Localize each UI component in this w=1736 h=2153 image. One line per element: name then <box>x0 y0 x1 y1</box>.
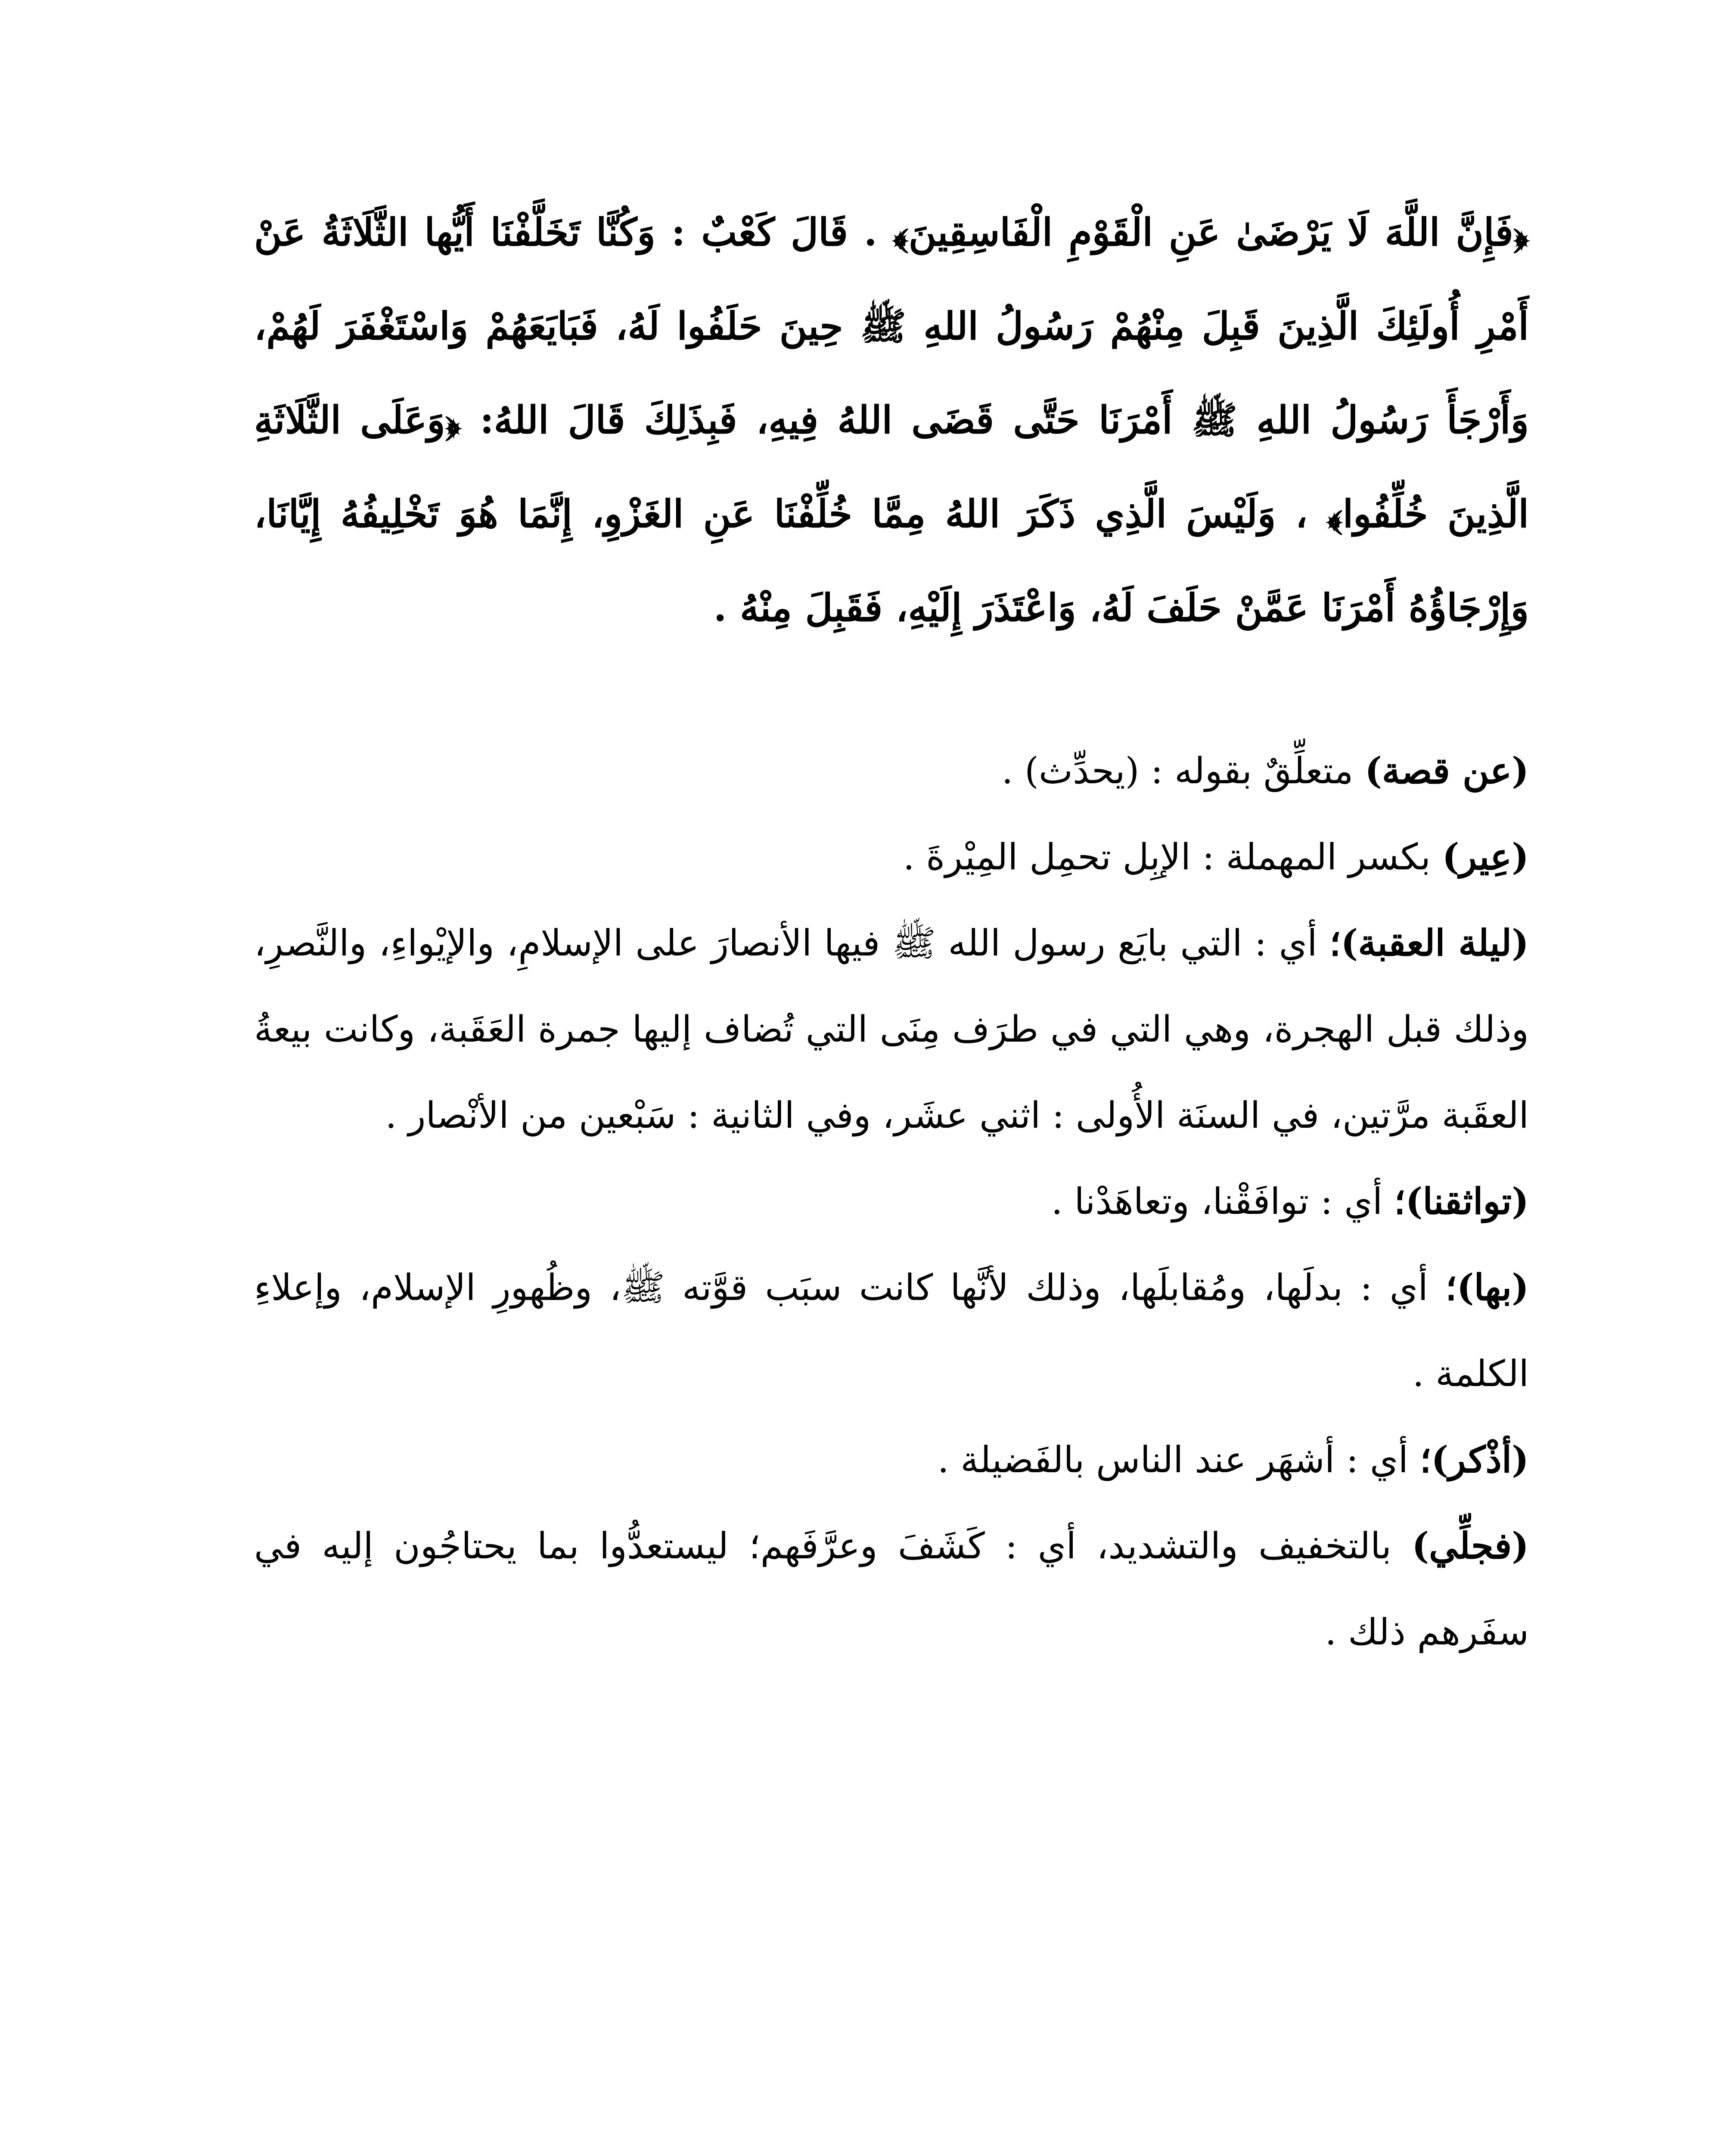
note-term: (عِير) <box>1442 835 1529 878</box>
note-text: متعلِّقٌ بقوله : (يحدِّث) . <box>1001 750 1365 792</box>
note-tawathaqna <box>254 1158 1529 1244</box>
note-term: (عن قصة) <box>1365 749 1529 792</box>
note-text: أي : توافَقْنا، وتعاهَدْنا . <box>1051 1180 1394 1222</box>
note-text: أي : أشهَر عند الناس بالفَضيلة . <box>937 1439 1420 1481</box>
note-term: (بها)؛ <box>1445 1266 1529 1309</box>
note-term: (فجلِّي) <box>1412 1524 1529 1567</box>
note-text: بكسر المهملة : الإبِل تحمِل المِيْرةَ . <box>903 836 1442 878</box>
note-text: أي : بدلَها، ومُقابلَها، وذلك لأنَّها كانت سبَب قوَّته ﷺ، وظُهورِ الإسلام، وإعلاءِ الكلمة . <box>254 1266 1529 1395</box>
note-text: بالتخفيف والتشديد، أي : كَشَفَ وعرَّفَهم؛ ليستعدُّوا بما يحتاجُون إليه في سفَرهم ذلك . <box>254 1525 1529 1653</box>
note-text: أي : التي بايَع رسول الله ﷺ فيها الأنصارَ على الإسلامِ، والإيْواءِ، والنَّصرِ، وذلك قبل الهجرة، وهي التي في طرَف مِنَى التي تُضاف إليها جمرة العَقَبة، وكانت بيعةُ العقَبة مرَّتين، في السنَة الأُولى : اثني عشَر، وفي الثانية : سَبْعين من الأنْصار . <box>254 922 1529 1136</box>
note-term: (أذْكر)؛ <box>1419 1438 1529 1481</box>
note-eer <box>254 814 1529 900</box>
note-fajalla <box>254 1503 1529 1675</box>
note-biha <box>254 1244 1529 1417</box>
note-laylat-al-aqaba <box>254 900 1529 1158</box>
note-term: (ليلة العقبة)؛ <box>1329 921 1529 964</box>
main-passage: ﴿فَإِنَّ اللَّهَ لَا يَرْضَىٰ عَنِ الْقَوْمِ الْفَاسِقِينَ﴾ . قَالَ كَعْبٌ : وَكُنَّا تَخَلَّفْنَا أَيُّها الثَّلَاثَةُ عَنْ أَمْرِ أُولَئِكَ الَّذِينَ قَبِلَ مِنْهُمْ رَسُولُ اللهِ ﷺ حِينَ حَلَفُوا لَهُ، فَبَايَعَهُمْ وَاسْتَغْفَرَ لَهُمْ، وَأَرْجَأَ رَسُولُ اللهِ ﷺ أَمْرَنَا حَتَّى قَضَى اللهُ فِيهِ، فَبِذَلِكَ قَالَ اللهُ: ﴿وَعَلَى الثَّلَاثَةِ الَّذِينَ خُلِّفُوا﴾ ، وَلَيْسَ الَّذِي ذَكَرَ اللهُ مِمَّا خُلِّفْنَا عَنِ الغَزْوِ، إِنَّمَا هُوَ تَخْلِيفُهُ إِيَّانَا، وَإِرْجَاؤُهُ أَمْرَنَا عَمَّنْ حَلَفَ لَهُ، وَاعْتَذَرَ إِلَيْهِ، فَقَبِلَ مِنْهُ . <box>254 210 1529 630</box>
note-adhkar <box>254 1417 1529 1503</box>
note-an-qissa <box>254 728 1529 814</box>
note-term: (تواثقنا)؛ <box>1394 1180 1529 1222</box>
page-body <box>254 185 1529 1675</box>
